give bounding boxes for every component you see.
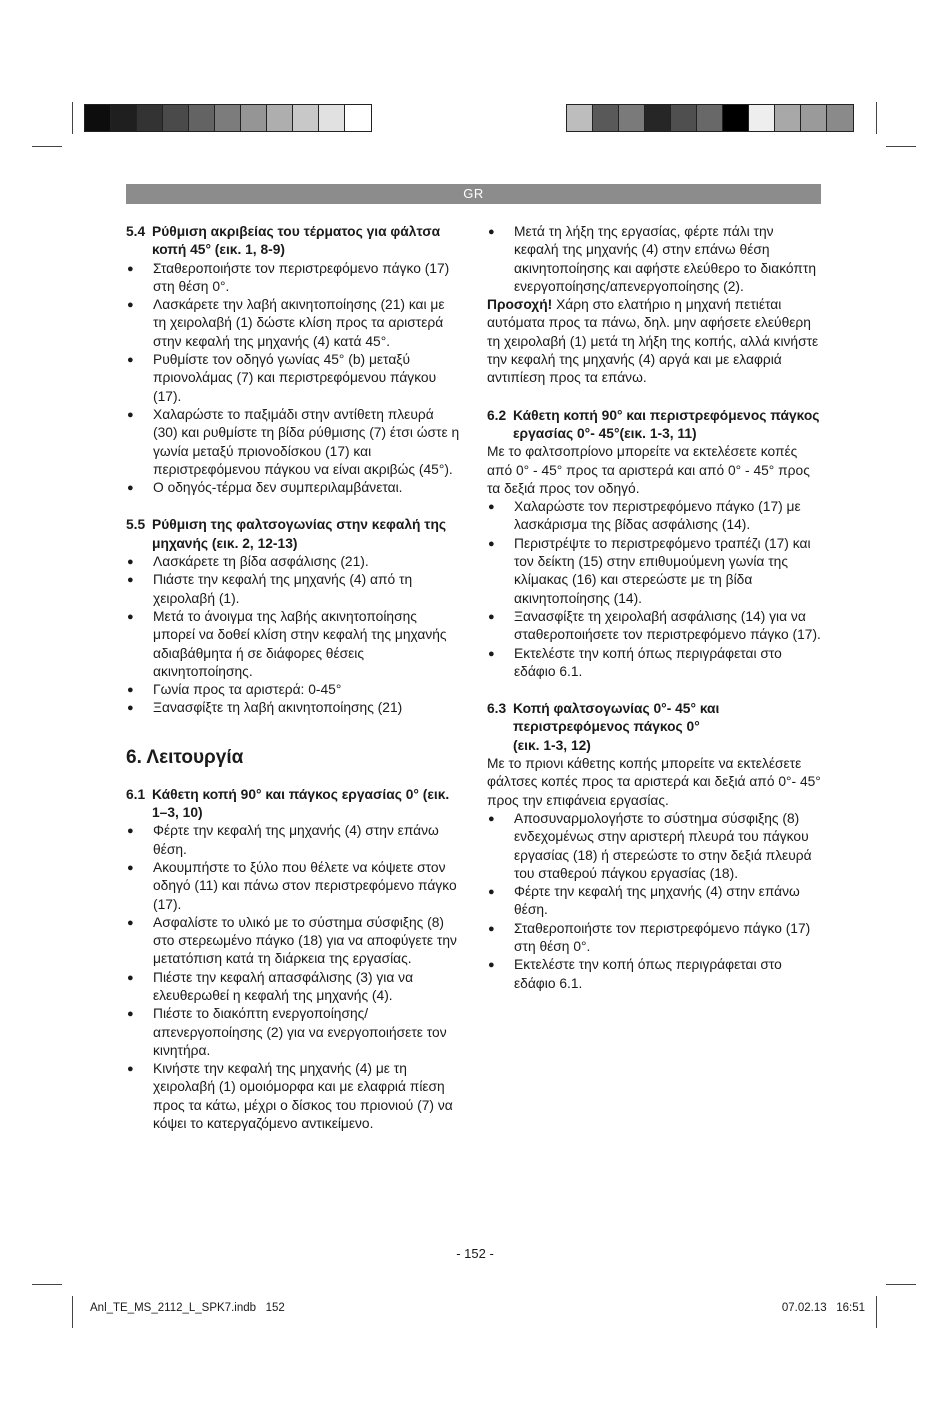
crop-mark — [72, 1296, 73, 1328]
footer-filename: Anl_TE_MS_2112_L_SPK7.indb 152 — [90, 1302, 285, 1314]
color-swatch — [163, 105, 189, 131]
bullet-icon: ● — [127, 556, 134, 569]
page-number: - 152 - — [456, 1246, 494, 1261]
crop-mark — [32, 146, 62, 147]
bullet-icon: ● — [488, 886, 495, 899]
section-heading-6-3 — [487, 700, 821, 755]
crop-mark — [72, 102, 73, 134]
right-column — [487, 223, 821, 993]
list-item: ● Φέρτε την κεφαλή της μηχανής (4) στην επάνω θέση. — [127, 823, 439, 857]
bullet-icon: ● — [488, 501, 495, 514]
warning-label: Προσοχή! — [487, 297, 553, 313]
section-number: 6.1 — [126, 786, 146, 802]
section-number: 5.4 — [126, 224, 146, 239]
list-item: ● Αποσυναρμολογήστε το σύστημα σύσφιξης (8) ενδεχομένως στην αριστερή πλευρά του πάγκου εργασίας (18) ή στερεώστε το στην δεξιά πλευρά του σταθερού πάγκου εργασίας (18). — [488, 810, 812, 881]
color-swatch — [801, 105, 827, 131]
crop-mark — [886, 146, 916, 147]
color-swatch — [267, 105, 293, 131]
bullet-icon: ● — [127, 610, 134, 623]
list-item: ● Ακουμπήστε το ξύλο που θέλετε να κόψετε στον οδηγό (11) και πάνω στον περιστρεφόμενο πάγκο (17). — [127, 859, 457, 912]
color-swatch — [189, 105, 215, 131]
section-heading-5-5 — [126, 516, 460, 553]
list-item: ● Ασφαλίστε το υλικό με το σύστημα σύσφιξης (8) στο στερεωμένο πάγκο (18) για να αποφύγετε την μετατόπιση κατά τη διάρκεια της εργασίας. — [127, 914, 457, 967]
bullet-list — [126, 260, 460, 498]
list-item: ● Πιέστε το διακόπτη ενεργοποίησης/ απενεργοποίησης (2) για να ενεργοποιήσετε τον κινητήρα. — [127, 1006, 447, 1058]
left-column — [126, 223, 460, 1133]
color-swatch — [241, 105, 267, 131]
list-item: ● Εκτελέστε την κοπή όπως περιγράφεται στο εδάφιο 6.1. — [488, 957, 782, 991]
color-swatch — [293, 105, 319, 131]
bullet-icon: ● — [127, 482, 134, 495]
bullet-icon: ● — [127, 299, 134, 312]
section-heading-5-4 — [126, 223, 460, 260]
crop-mark — [32, 1284, 62, 1285]
color-swatch — [85, 105, 111, 131]
section-title: Κοπή φαλτσογωνίας 0°- 45° και περιστρεφόμενος πάγκος 0° (εικ. 1-3, 12) — [513, 701, 720, 753]
color-swatch — [749, 105, 775, 131]
bullet-icon: ● — [127, 1063, 134, 1076]
warning-text: Χάρη στο ελατήριο η μηχανή πετιέται αυτόματα προς τα πάνω, δηλ. μην αφήσετε ελεύθερη τη χειρολαβή (1) μετά τη λήξη της κοπής, αλλά κινήστε την κεφαλή της μηχανής (4) αργά και με ελαφριά αντιπίεση προς τα επάνω. — [487, 297, 819, 386]
chapter-heading: 6. Λειτουργία — [126, 746, 244, 768]
section-title: Ρύθμιση της φαλτσογωνίας στην κεφαλή της μηχανής (εικ. 2, 12-13) — [152, 517, 447, 551]
section-heading-6-1 — [126, 786, 460, 823]
color-calibration-bar-right — [566, 104, 854, 132]
crop-mark — [876, 102, 877, 134]
color-swatch — [137, 105, 163, 131]
warning-paragraph — [487, 296, 821, 387]
list-item: ● Ρυθμίστε τον οδηγό γωνίας 45° (b) μεταξύ πριονολάμας (7) και περιστρεφόμενου πάγκου (17). — [127, 352, 437, 404]
bullet-icon: ● — [127, 262, 134, 275]
color-swatch — [775, 105, 801, 131]
list-item: ● Χαλαρώστε το παξιμάδι στην αντίθετη πλευρά (30) και ρυθμίστε τη βίδα ρύθμισης (7) έτσι ώστε η γωνία μεταξύ πριονοδίσκου (17) και περιστρεφόμενου πάγκου να είναι ακριβώς (45°). — [127, 406, 460, 477]
color-calibration-bar-left — [84, 104, 372, 132]
section-number: 5.5 — [126, 517, 146, 533]
bullet-icon: ● — [127, 684, 134, 697]
color-swatch — [619, 105, 645, 131]
list-item: ● Λασκάρετε την λαβή ακινητοποίησης (21) και με τη χειρολαβή (1) δώστε κλίση προς τα αριστερά στην κεφαλή της μηχανής (4) κατά 45°. — [127, 297, 445, 349]
color-swatch — [319, 105, 345, 131]
section-title: Κάθετη κοπή 90° και πάγκος εργασίας 0° (εικ. 1–3, 10) — [152, 786, 450, 821]
bullet-icon: ● — [488, 226, 495, 238]
bullet-list — [487, 810, 821, 993]
bullet-list — [126, 553, 460, 718]
crop-mark — [886, 1284, 916, 1285]
bullet-icon: ● — [127, 1008, 134, 1021]
bullet-icon: ● — [488, 610, 495, 623]
bullet-list — [487, 498, 821, 681]
list-item: ● Σταθεροποιήστε τον περιστρεφόμενο πάγκο (17) στη θέση 0°. — [127, 260, 450, 294]
section-title: Κάθετη κοπή 90° και περιστρεφόμενος πάγκος εργασίας 0°- 45°(εικ. 1-3, 11) — [513, 407, 820, 441]
section-title: Ρύθμιση ακριβείας του τέρματος για φάλτσα κοπή 45° (εικ. 1, 8-9) — [152, 224, 441, 258]
list-item: ● Ξανασφίξτε τη λαβή ακινητοποίησης (21) — [126, 699, 460, 717]
list-item: ● Σταθεροποιήστε τον περιστρεφόμενο πάγκο (17) στη θέση 0°. — [488, 920, 811, 954]
bullet-icon: ● — [127, 408, 134, 421]
bullet-icon: ● — [488, 959, 495, 972]
color-swatch — [593, 105, 619, 131]
list-item: ● Ξανασφίξτε τη χειρολαβή ασφάλισης (14) για να σταθεροποιήσετε τον περιστρεφόμενο πάγκο (17). — [488, 608, 821, 643]
list-item: ● Μετά το άνοιγμα της λαβής ακινητοποίησης μπορεί να δοθεί κλίση στην κεφαλή της μηχανής αδιαβάθμητα ή σε διάφορες θέσεις ακινητοποίησης. — [127, 608, 447, 679]
color-swatch — [827, 105, 853, 131]
list-item: ● Περιστρέψτε το περιστρεφόμενο τραπέζι (17) και τον δείκτη (15) στην επιθυμούμενη γωνία της κλίμακας (16) και στερεώστε με τη βίδα ακινητοποίησης (14). — [488, 535, 811, 606]
bullet-icon: ● — [488, 647, 495, 660]
color-swatch — [345, 105, 371, 131]
section-intro: Με το πριονι κάθετης κοπής μπορείτε να εκτελέσετε φάλτσες κοπές προς τα αριστερά και δεξιά από 0°- 45° προς την επιφάνεια εργασίας. — [487, 756, 821, 808]
bullet-icon: ● — [127, 574, 134, 587]
color-swatch — [697, 105, 723, 131]
language-header: GR — [126, 184, 821, 204]
section-intro: Με το φαλτσοπρίονο μπορείτε να εκτελέσετε κοπές από 0° - 45° προς τα αριστερά και από 0° - 45° προς τα δεξιά προς τον οδηγό. — [487, 444, 810, 496]
list-item: ● Μετά τη λήξη της εργασίας, φέρτε πάλι την κεφαλή της μηχανής (4) στην επάνω θέση ακινητοποίησης και αφήστε ελεύθερο το διακόπτη ενεργοποίησης/απενεργοποίησης (2). — [488, 224, 817, 294]
list-item: ● Κινήστε την κεφαλή της μηχανής (4) με τη χειρολαβή (1) ομοιόμορφα και με ελαφριά πίεση προς τα κάτω, μέχρι ο δίσκος του πριονιού (7) να κόψει το κατεργαζόμενο αντικείμενο. — [127, 1061, 453, 1132]
color-swatch — [567, 105, 593, 131]
crop-mark — [876, 1296, 877, 1328]
color-swatch — [671, 105, 697, 131]
list-item: ● Ο οδηγός-τέρμα δεν συμπεριλαμβάνεται. — [126, 479, 460, 497]
list-item: ● Χαλαρώστε τον περιστρεφόμενο πάγκο (17) με λασκάρισμα της βίδας ασφάλισης (14). — [488, 499, 801, 533]
color-swatch — [111, 105, 137, 131]
bullet-icon: ● — [127, 971, 134, 984]
list-item: ● Φέρτε την κεφαλή της μηχανής (4) στην επάνω θέση. — [488, 884, 800, 918]
color-swatch — [215, 105, 241, 131]
section-number: 6.3 — [487, 701, 507, 717]
bullet-icon: ● — [488, 812, 495, 825]
bullet-icon: ● — [127, 916, 134, 929]
color-swatch — [723, 105, 749, 131]
list-item: ● Εκτελέστε την κοπή όπως περιγράφεται στο εδάφιο 6.1. — [488, 645, 782, 679]
bullet-icon: ● — [127, 702, 134, 715]
list-item: ● Λασκάρετε τη βίδα ασφάλισης (21). — [126, 553, 460, 571]
section-heading-6-2 — [487, 407, 821, 444]
bullet-icon: ● — [488, 922, 495, 935]
list-item: ● Πιάστε την κεφαλή της μηχανής (4) από τη χειρολαβή (1). — [127, 572, 413, 606]
color-swatch — [645, 105, 671, 131]
footer-datetime: 07.02.13 16:51 — [781, 1302, 865, 1314]
list-item: ● Πιέστε την κεφαλή απασφάλισης (3) για να ελευθερωθεί η κεφαλή της μηχανής (4). — [127, 969, 414, 1003]
bullet-list — [487, 223, 821, 296]
bullet-icon: ● — [488, 537, 495, 550]
bullet-icon: ● — [127, 861, 134, 874]
bullet-icon: ● — [127, 825, 134, 838]
list-item: ● Γωνία προς τα αριστερά: 0-45° — [126, 681, 460, 699]
bullet-icon: ● — [127, 354, 134, 367]
bullet-list — [126, 822, 460, 1133]
section-number: 6.2 — [487, 407, 507, 423]
